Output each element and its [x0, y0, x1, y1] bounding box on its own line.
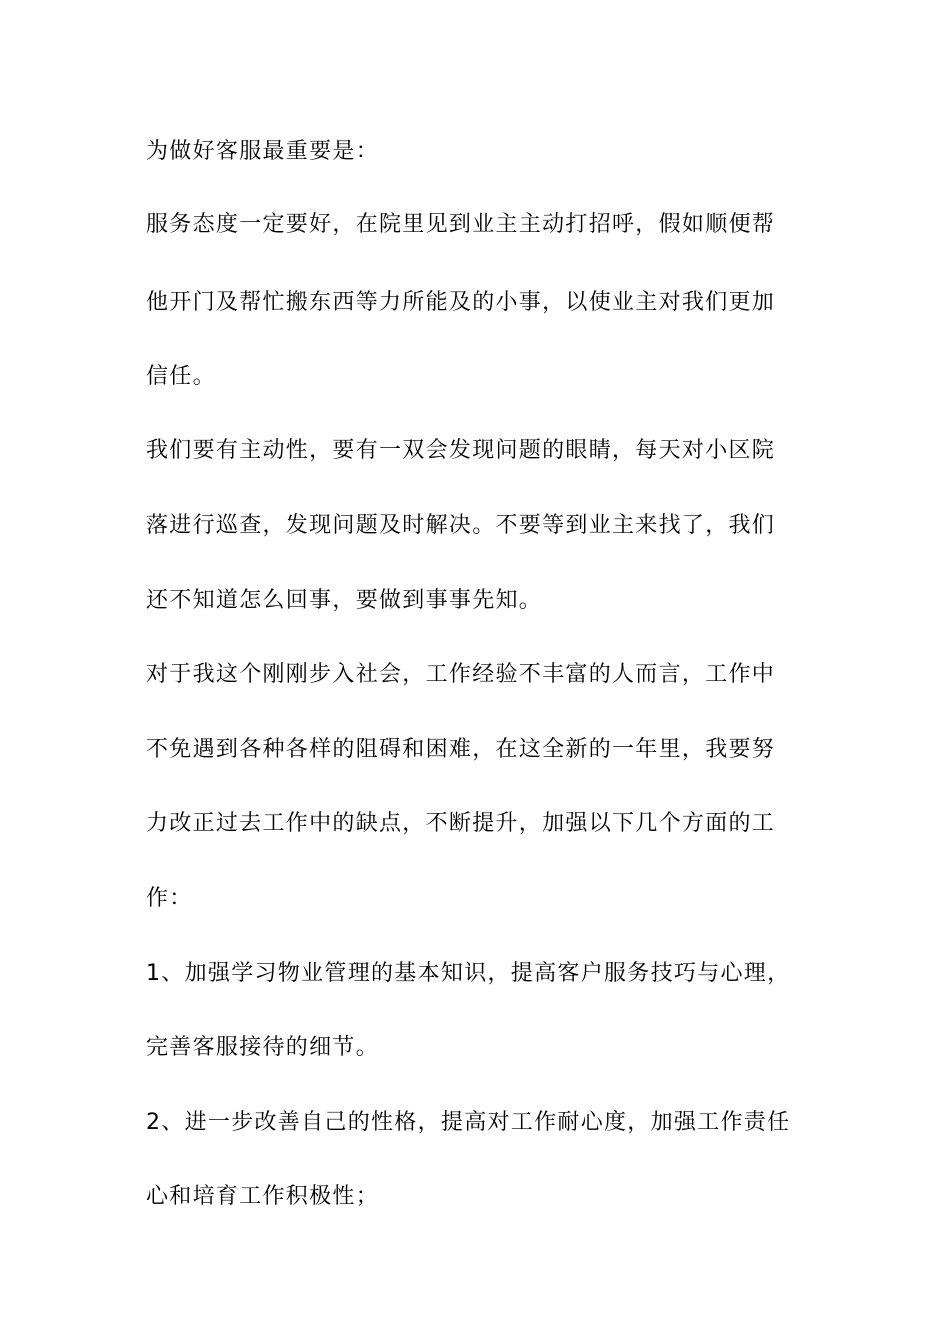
text-line: 力改正过去工作中的缺点，不断提升，加强以下几个方面的工	[146, 811, 776, 836]
text-line: 心和培育工作积极性；	[146, 1184, 380, 1209]
text-line: 服务态度一定要好，在院里见到业主主动打招呼，假如顺便帮	[146, 212, 776, 237]
text-line: 为做好客服最重要是：	[146, 139, 380, 164]
text-line: 不免遇到各种各样的阻碍和困难，在这全新的一年里，我要努	[146, 737, 776, 762]
text-line: 2、进一步改善自己的性格，提高对工作耐心度，加强工作责任	[146, 1110, 791, 1135]
text-line: 1、加强学习物业管理的基本知识，提高客户服务技巧与心理，	[146, 961, 791, 986]
text-line: 他开门及帮忙搬东西等力所能及的小事，以使业主对我们更加	[146, 290, 776, 315]
text-line: 落进行巡查，发现问题及时解决。不要等到业主来找了，我们	[146, 513, 776, 538]
text-line: 信任。	[146, 364, 216, 389]
text-line: 作：	[146, 886, 193, 911]
text-line: 对于我这个刚刚步入社会，工作经验不丰富的人而言，工作中	[146, 662, 776, 687]
text-line: 完善客服接待的细节。	[146, 1035, 380, 1060]
text-line: 我们要有主动性，要有一双会发现问题的眼睛，每天对小区院	[146, 438, 776, 463]
text-line: 还不知道怎么回事，要做到事事先知。	[146, 588, 543, 613]
